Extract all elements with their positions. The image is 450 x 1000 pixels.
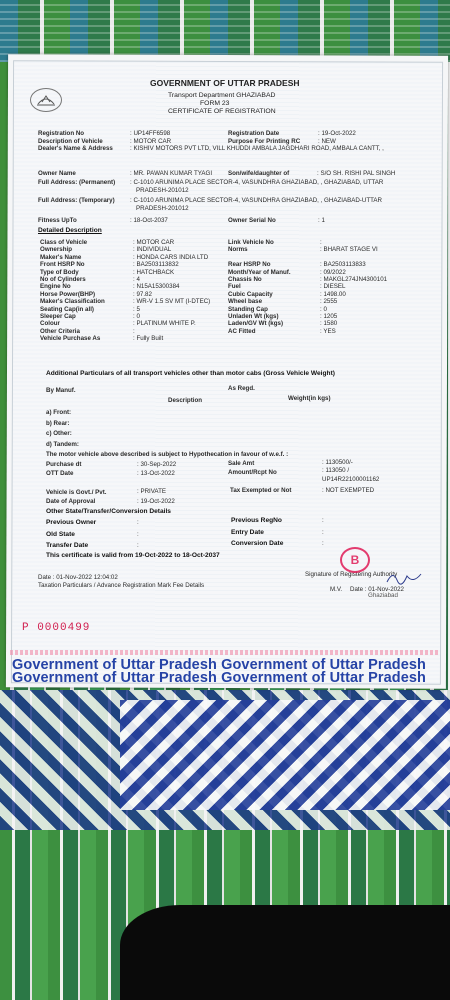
- signature-label: Signature of Registering Authority: [305, 571, 398, 578]
- header-cert: CERTIFICATE OF REGISTRATION: [168, 108, 276, 115]
- microprint-line: [10, 650, 440, 655]
- field-value: : 13-Oct-2022: [137, 470, 175, 477]
- field-label: Horse Power(BHP): [40, 290, 96, 298]
- field-label: Seating Cap(in all): [40, 305, 94, 313]
- field-label: Link Vehicle No: [228, 239, 274, 246]
- field-label: Front HSRP No: [40, 261, 85, 269]
- field-value: : HATCHBACK: [133, 268, 175, 276]
- header-title: GOVERNMENT OF UTTAR PRADESH: [150, 78, 300, 88]
- quilt-pattern-2: [120, 700, 450, 810]
- validity-text: This certificate is valid from 19-Oct-2022 to 18-Oct-2037: [46, 552, 220, 559]
- axle-label: d) Tandem:: [46, 440, 79, 448]
- field-label: Conversion Date: [231, 540, 284, 547]
- field-value: : 1130500/-: [322, 459, 353, 466]
- field-value: :: [137, 531, 139, 538]
- field-label: Sleeper Cap: [40, 313, 76, 320]
- field-value: : 1580: [320, 320, 338, 328]
- security-banner-text: Government of Uttar Pradesh Government of Uttar Pradesh: [12, 657, 426, 673]
- field-value: : C-1010 ARUNIMA PLACE SECTOR-4, VASUNDHRA GHAZIABAD, , GHAZIABAD-UTTAR: [130, 197, 383, 204]
- field-value: : 18-Oct-2037: [130, 217, 168, 224]
- field-label: Month/Year of Manuf.: [228, 268, 291, 276]
- field-value: : 2555: [320, 298, 338, 306]
- field-label: Purchase dt: [46, 461, 82, 468]
- field-label: Cubic Capacity: [228, 290, 273, 298]
- field-label: Purpose For Printing RC: [228, 137, 301, 145]
- field-label: Ownership: [40, 246, 72, 254]
- field-label: AC Fitted: [228, 327, 256, 335]
- field-label: Engine No: [40, 283, 71, 291]
- axle-label: c) Other:: [46, 430, 72, 437]
- field-value: : INDIVIDUAL: [133, 246, 172, 254]
- field-label: OTT Date: [46, 470, 74, 477]
- serial-number: P 0000499: [22, 622, 91, 634]
- field-label: As Regd.: [228, 385, 255, 392]
- field-label: Amount/Rcpt No: [228, 469, 277, 476]
- field-value: : 0: [320, 305, 327, 313]
- field-label: Vehicle is Govt./ Pvt.: [46, 489, 107, 496]
- axle-label: a) Front:: [46, 409, 72, 416]
- field-label: Description of Vehicle: [38, 137, 103, 145]
- field-label: Son/wife/daughter of: [228, 170, 290, 177]
- field-value: : 5: [133, 305, 140, 313]
- field-value: :: [137, 542, 139, 549]
- field-label: Laden/GV Wt (kgs): [228, 320, 284, 328]
- field-label: Date of Approval: [46, 498, 96, 505]
- signature-date: Date : 01-Nov-2022: [350, 586, 404, 593]
- field-label: Owner Serial No: [228, 217, 276, 224]
- field-value: : 97.82: [133, 290, 152, 298]
- field-label: Owner Name: [38, 170, 76, 177]
- field-label: Vehicle Purchase As: [40, 335, 101, 343]
- field-label: Unladen Wt (kgs): [228, 313, 279, 320]
- field-label: Previous Owner: [46, 519, 97, 526]
- header-dept: Transport Department GHAZIABAD: [168, 92, 276, 99]
- field-value: : MAKGL274JN4300101: [320, 276, 388, 283]
- field-value: : 1: [318, 217, 325, 224]
- field-value: : BA2503113833: [320, 261, 366, 269]
- field-value: UP14R22100001162: [322, 476, 380, 483]
- print-date: Date : 01-Nov-2022 12:04:02: [38, 574, 118, 581]
- field-label: Full Address: (Temporary): [38, 197, 115, 204]
- section-title: Detailed Description: [38, 227, 102, 234]
- field-label: Colour: [40, 320, 60, 328]
- field-value: :: [322, 540, 324, 547]
- field-value: : N15A15300384: [133, 283, 180, 291]
- field-value: : 09/2022: [320, 268, 346, 276]
- field-label: Standing Cap: [228, 305, 268, 313]
- signature-mv: M.V.: [330, 586, 343, 593]
- field-value: : 30-Sep-2022: [137, 461, 177, 468]
- signature-icon: [385, 568, 425, 588]
- field-label: Sale Amt: [228, 460, 255, 467]
- security-banner-text: Government of Uttar Pradesh Government of Uttar Pradesh: [12, 670, 426, 686]
- taxation-particulars: Taxation Particulars / Advance Registration Mark Fee Details: [38, 582, 205, 589]
- field-value: : 19-Oct-2022: [137, 498, 175, 505]
- field-label: Transfer Date: [46, 542, 89, 549]
- field-value: :: [320, 239, 322, 246]
- field-value: PRADESH-201012: [136, 205, 189, 212]
- field-value: : YES: [320, 327, 336, 335]
- registering-authority-stamp-icon: B: [340, 547, 370, 573]
- field-value: :: [137, 519, 139, 526]
- field-value: : MR. PAWAN KUMAR TYAGI: [130, 170, 213, 177]
- field-label: Old State: [46, 531, 75, 538]
- field-label: Dealer's Name & Address: [38, 145, 113, 152]
- section-title: Other State/Transfer/Conversion Details: [46, 508, 171, 515]
- field-value: : 1205: [320, 313, 338, 320]
- field-value: :: [133, 327, 135, 335]
- field-value: :: [322, 517, 324, 524]
- field-label: By Manuf.: [46, 387, 76, 394]
- field-value: : DIESEL: [320, 283, 346, 291]
- axle-label: b) Rear:: [46, 419, 70, 427]
- fabric-top-strip: [0, 0, 450, 62]
- section-title: Additional Particulars of all transport vehicles other than motor cabs (Gross Vehicle Weight): [46, 370, 335, 377]
- field-value: : HONDA CARS INDIA LTD: [133, 253, 209, 261]
- column-header: Weight(in kgs): [288, 395, 331, 402]
- field-label: Other Criteria: [40, 327, 80, 335]
- field-value: : 1498.00: [320, 290, 346, 298]
- field-label: Class of Vehicle: [40, 239, 88, 246]
- header-form: FORM 23: [200, 100, 230, 107]
- field-label: Full Address: (Permanent): [38, 179, 116, 186]
- field-value: : NEW: [318, 137, 336, 145]
- field-value: : UP14FF6598: [130, 130, 171, 137]
- field-label: Previous RegNo: [231, 517, 282, 524]
- field-label: Tax Exempted or Not: [230, 487, 292, 494]
- field-label: Rear HSRP No: [228, 261, 271, 269]
- field-value: : KISHIV MOTORS PVT LTD, VILL KHUDDI AMBALA JAGDHARI ROAD, AMBALA CANTT, ,: [130, 145, 384, 152]
- field-label: Maker's Classification: [40, 298, 105, 306]
- field-value: PRADESH-201012: [136, 187, 189, 194]
- field-label: Norms: [228, 246, 248, 254]
- field-label: Fuel: [228, 283, 241, 291]
- field-value: : Fully Built: [133, 335, 164, 343]
- field-label: Registration No: [38, 130, 85, 137]
- field-label: Chassis No: [228, 276, 262, 283]
- field-value: : PLATINUM WHITE P.: [133, 320, 196, 328]
- hypothecation-title: The motor vehicle above described is subject to Hypothecation in favour of w.e.f. :: [46, 451, 289, 458]
- field-label: Entry Date: [231, 529, 264, 536]
- field-value: : MOTOR CAR: [130, 137, 172, 145]
- field-value: :: [322, 529, 324, 536]
- field-value: : BA2503113832: [133, 261, 179, 269]
- signature-place: Ghaziabad: [368, 592, 398, 599]
- field-value: : 19-Oct-2022: [318, 130, 356, 137]
- field-value: : PRIVATE: [137, 488, 166, 495]
- field-value: : 113050 /: [322, 467, 350, 474]
- field-value: : C-1010 ARUNIMA PLACE SECTOR-4, VASUNDHRA GHAZIABAD, , GHAZIABAD, UTTAR: [130, 179, 384, 186]
- field-value: : S/O SH. RISHI PAL SINGH: [317, 170, 396, 177]
- field-value: : BHARAT STAGE VI: [320, 246, 378, 254]
- field-label: Wheel base: [228, 298, 263, 306]
- field-label: Type of Body: [40, 268, 79, 276]
- field-value: : NOT EXEMPTED: [322, 487, 375, 494]
- field-label: Registration Date: [228, 130, 280, 137]
- up-state-emblem-icon: [30, 88, 62, 112]
- field-value: : MOTOR CAR: [133, 239, 175, 246]
- field-label: Fitness UpTo: [38, 217, 77, 224]
- field-value: : WR-V 1.5 SV MT (I-DTEC): [133, 298, 211, 306]
- dark-fabric: [120, 905, 450, 1000]
- field-value: : 4: [133, 276, 140, 283]
- field-value: : 0: [133, 313, 140, 320]
- field-label: No of Cylinders: [40, 276, 86, 283]
- field-label: Maker's Name: [40, 253, 82, 261]
- column-header: Description: [168, 397, 203, 404]
